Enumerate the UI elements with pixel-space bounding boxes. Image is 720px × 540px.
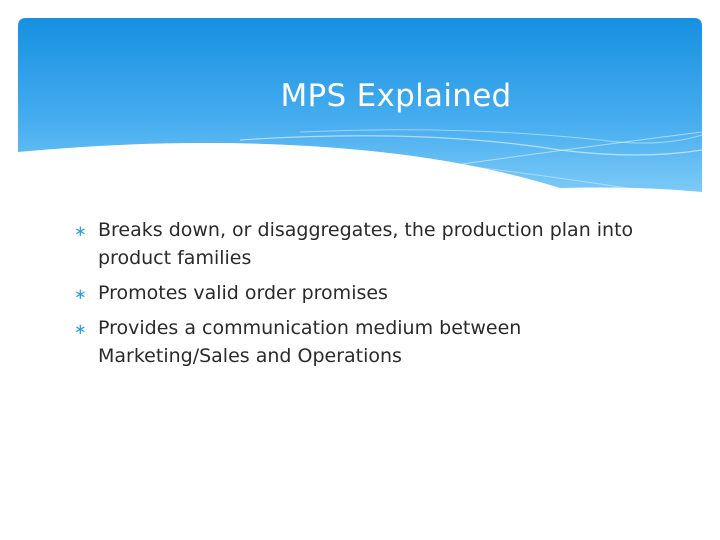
- slide-title: MPS Explained: [280, 78, 512, 114]
- bullet-item: [74, 216, 674, 272]
- bullet-list: [74, 216, 674, 377]
- bullet-item: [74, 279, 674, 307]
- bullet-item: [74, 314, 674, 370]
- bullet-text: Provides a communication medium between Marketing/Sales and Operations: [98, 317, 522, 367]
- asterisk-bullet-icon: ∗: [74, 222, 87, 240]
- bullet-text: Promotes valid order promises: [98, 282, 388, 304]
- bullet-text: Breaks down, or disaggregates, the production plan into product families: [98, 219, 634, 269]
- asterisk-bullet-icon: ∗: [74, 320, 87, 338]
- asterisk-bullet-icon: ∗: [74, 285, 87, 303]
